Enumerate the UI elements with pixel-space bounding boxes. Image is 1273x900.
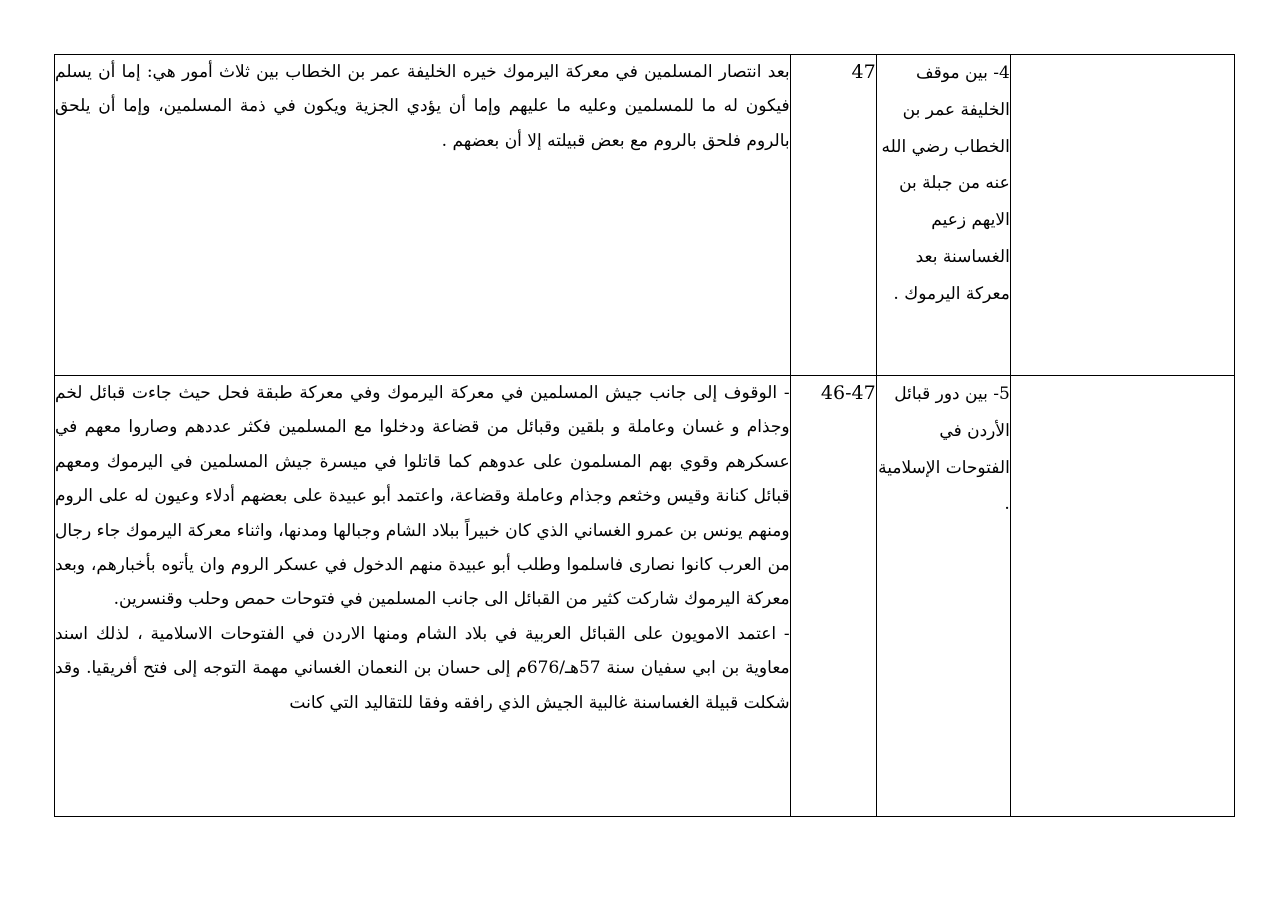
- page-number-cell: [790, 376, 876, 817]
- table-row: [55, 55, 1235, 376]
- answer-cell: [55, 55, 791, 376]
- table-row: [55, 376, 1235, 817]
- answer-paragraph: - اعتمد الامويون على القبائل العربية في بلاد الشام ومنها الاردن في الفتوحات الاسلامية ، لذلك اسند معاوية بن ابي سفيان سنة 57هـ/676م إلى حسان بن النعمان الغساني مهمة التوجه إلى فتح أفريقيا. وقد شكلت قبيلة الغساسنة غالبية الجيش الذي رافقه وفقا للتقاليد التي كانت: [55, 623, 790, 713]
- question-cell: 5- بين دور قبائل الأردن في الفتوحات الإسلامية .: [876, 376, 1010, 817]
- answer-paragraph: بعد انتصار المسلمين في معركة اليرموك خيره الخليفة عمر بن الخطاب بين ثلاث أمور هي: إما أن يسلم فيكون له ما للمسلمين وعليه ما عليهم وإما أن يؤدي الجزية ويكون في ذمة المسلمين، وإما أن يلحق بالروم فلحق بالروم مع بعض قبيلته إلا أن بعضهم .: [55, 62, 790, 151]
- notes-cell: [1010, 376, 1234, 817]
- page-number-cell: [790, 55, 876, 376]
- question-cell: 4- بين موقف الخليفة عمر بن الخطاب رضي الله عنه من جبلة بن الايهم زعيم الغساسنة بعد معركة اليرموك .: [876, 55, 1010, 376]
- answer-cell: [55, 376, 791, 817]
- notes-cell: [1010, 55, 1234, 376]
- content-table: [54, 54, 1235, 817]
- answer-paragraph: - الوقوف إلى جانب جيش المسلمين في معركة اليرموك وفي معركة طبقة فحل حيث جاءت قبائل لخم وجذام و غسان وعاملة و بلقين وقبائل من قضاعة ودخلوا مع المسلمين فكثر عددهم وصاروا معهم في عسكرهم وقوي بهم المسلمون على عدوهم كما قاتلوا في ميسرة جيش المسلمين في اليرموك ومعهم قبائل كنانة وقيس وخثعم وجذام وعاملة وقضاعة، واعتمد أبو عبيدة على بعضهم أدلاء وعيون له على الروم ومنهم يونس بن عمرو الغساني الذي كان خبيراً ببلاد الشام وجبالها ومدنها، واثناء معركة اليرموك جاء رجال من العرب كانوا نصارى فاسلموا وطلب أبو عبيدة منهم الدخول في عسكر الروم وان يأتوه بأخبارهم، وبعد معركة اليرموك شاركت كثير من القبائل الى جانب المسلمين في فتوحات حمص وحلب وقنسرين.: [55, 383, 790, 610]
- page-number: 46-47: [820, 382, 876, 404]
- page-number: 47: [851, 61, 876, 83]
